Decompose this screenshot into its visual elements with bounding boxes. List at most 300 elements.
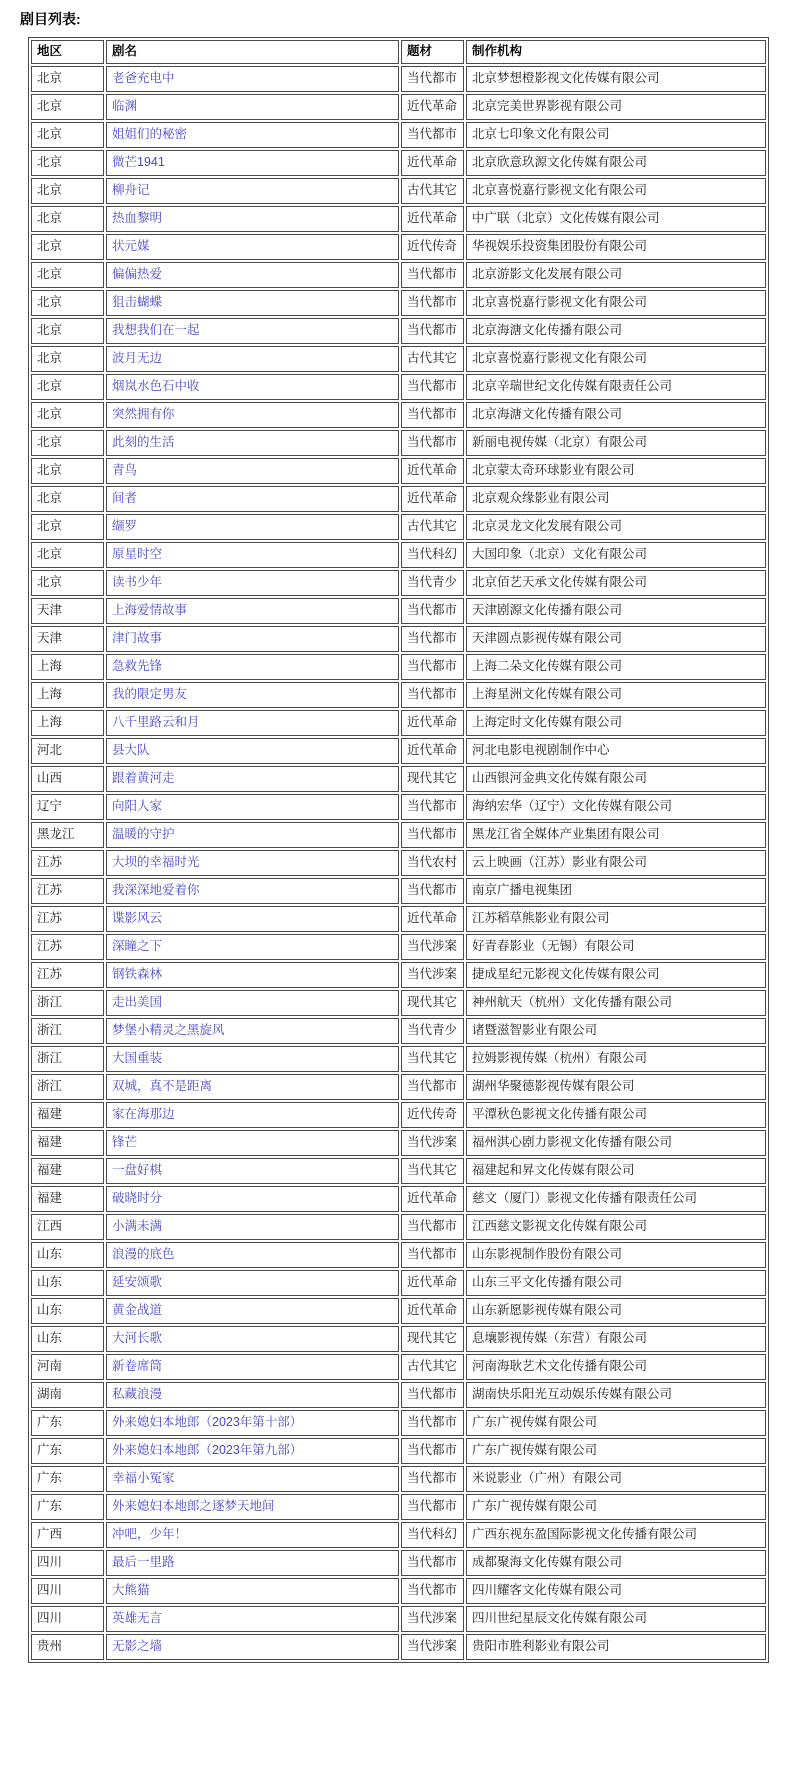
drama-title-link[interactable]: 柳舟记 (112, 183, 150, 198)
table-row (31, 430, 766, 456)
title-cell (106, 1606, 399, 1632)
genre-cell: 当代涉案 (401, 1130, 464, 1156)
drama-title-link[interactable]: 向阳人家 (112, 799, 163, 814)
genre-cell: 当代科幻 (401, 1522, 464, 1548)
title-cell (106, 766, 399, 792)
region-cell: 河北 (31, 738, 104, 764)
title-cell (106, 1494, 399, 1520)
table-row (31, 1158, 766, 1184)
producer-cell: 广东广视传媒有限公司 (466, 1494, 766, 1520)
drama-title-link[interactable]: 偏偏热爱 (112, 267, 163, 282)
region-cell: 江苏 (31, 850, 104, 876)
producer-cell: 四川世纪星辰文化传媒有限公司 (466, 1606, 766, 1632)
producer-cell: 上海二朵文化传媒有限公司 (466, 654, 766, 680)
producer-cell: 广西东视东盈国际影视文化传播有限公司 (466, 1522, 766, 1548)
genre-cell: 近代革命 (401, 906, 464, 932)
region-cell: 天津 (31, 626, 104, 652)
region-cell: 北京 (31, 122, 104, 148)
title-cell (106, 878, 399, 904)
region-cell: 北京 (31, 234, 104, 260)
region-cell: 北京 (31, 94, 104, 120)
column-header-region: 地区 (31, 40, 104, 64)
producer-cell: 好青春影业（无锡）有限公司 (466, 934, 766, 960)
region-cell: 福建 (31, 1130, 104, 1156)
table-row (31, 486, 766, 512)
region-cell: 江苏 (31, 962, 104, 988)
table-header (31, 40, 766, 64)
title-cell (106, 1522, 399, 1548)
drama-title-link[interactable]: 私藏浪漫 (112, 1387, 163, 1402)
table-row (31, 374, 766, 400)
drama-title-link[interactable]: 大熊猫 (112, 1583, 150, 1598)
producer-cell: 湖州华聚德影视传媒有限公司 (466, 1074, 766, 1100)
column-header-genre: 题材 (401, 40, 464, 64)
title-cell (106, 1186, 399, 1212)
title-cell (106, 1438, 399, 1464)
producer-cell: 山东三平文化传播有限公司 (466, 1270, 766, 1296)
genre-cell: 当代都市 (401, 1214, 464, 1240)
producer-cell: 北京欣意玖源文化传媒有限公司 (466, 150, 766, 176)
genre-cell: 当代都市 (401, 262, 464, 288)
region-cell: 北京 (31, 486, 104, 512)
drama-table (28, 37, 769, 1663)
title-cell (106, 850, 399, 876)
region-cell: 江苏 (31, 934, 104, 960)
title-cell (106, 1326, 399, 1352)
genre-cell: 近代革命 (401, 458, 464, 484)
title-cell (106, 66, 399, 92)
drama-title-link[interactable]: 外来媳妇本地郎之逐梦天地间 (112, 1499, 275, 1514)
genre-cell: 当代都市 (401, 1242, 464, 1268)
producer-cell: 北京海溏文化传播有限公司 (466, 402, 766, 428)
genre-cell: 近代革命 (401, 710, 464, 736)
drama-title-link[interactable]: 黄金战道 (112, 1303, 163, 1318)
title-cell (106, 1242, 399, 1268)
drama-title-link[interactable]: 幸福小冤家 (112, 1471, 175, 1486)
genre-cell: 当代农村 (401, 850, 464, 876)
title-cell (106, 458, 399, 484)
genre-cell: 古代其它 (401, 346, 464, 372)
drama-title-link[interactable]: 原星时空 (112, 547, 163, 562)
drama-title-link[interactable]: 深瞳之下 (112, 939, 163, 954)
region-cell: 北京 (31, 262, 104, 288)
producer-cell: 福建起和昇文化传媒有限公司 (466, 1158, 766, 1184)
drama-title-link[interactable]: 跟着黄河走 (112, 771, 175, 786)
genre-cell: 古代其它 (401, 514, 464, 540)
producer-cell: 海纳宏华（辽宁）文化传媒有限公司 (466, 794, 766, 820)
region-cell: 北京 (31, 570, 104, 596)
region-cell: 江苏 (31, 906, 104, 932)
region-cell: 山西 (31, 766, 104, 792)
genre-cell: 当代都市 (401, 1578, 464, 1604)
title-cell (106, 962, 399, 988)
title-cell (106, 794, 399, 820)
table-row (31, 766, 766, 792)
producer-cell: 上海星洲文化传媒有限公司 (466, 682, 766, 708)
producer-cell: 福州淇心剧力影视文化传播有限公司 (466, 1130, 766, 1156)
producer-cell: 河北电影电视剧制作中心 (466, 738, 766, 764)
drama-title-link[interactable]: 青鸟 (112, 463, 138, 478)
producer-cell: 捷成星纪元影视文化传媒有限公司 (466, 962, 766, 988)
table-row (31, 738, 766, 764)
drama-title-link[interactable]: 上海爱情故事 (112, 603, 188, 618)
page-title: 剧目列表: (20, 11, 81, 27)
genre-cell: 近代革命 (401, 1298, 464, 1324)
table-row (31, 878, 766, 904)
region-cell: 福建 (31, 1102, 104, 1128)
region-cell: 广东 (31, 1494, 104, 1520)
producer-cell: 黑龙江省全媒体产业集团有限公司 (466, 822, 766, 848)
table-row (31, 1634, 766, 1660)
genre-cell: 当代都市 (401, 122, 464, 148)
region-cell: 浙江 (31, 1046, 104, 1072)
title-cell (106, 822, 399, 848)
drama-title-link[interactable]: 微芒1941 (112, 155, 165, 170)
table-row (31, 1550, 766, 1576)
title-cell (106, 178, 399, 204)
region-cell: 北京 (31, 402, 104, 428)
producer-cell: 北京海溏文化传播有限公司 (466, 318, 766, 344)
region-cell: 山东 (31, 1242, 104, 1268)
title-cell (106, 1046, 399, 1072)
region-cell: 江苏 (31, 878, 104, 904)
region-cell: 四川 (31, 1606, 104, 1632)
region-cell: 浙江 (31, 1018, 104, 1044)
producer-cell: 山东影视制作股份有限公司 (466, 1242, 766, 1268)
title-cell (106, 710, 399, 736)
region-cell: 四川 (31, 1578, 104, 1604)
table-row (31, 794, 766, 820)
table-row (31, 598, 766, 624)
producer-cell: 贵阳市胜利影业有限公司 (466, 1634, 766, 1660)
table-row (31, 346, 766, 372)
title-cell (106, 1634, 399, 1660)
table-row (31, 1130, 766, 1156)
drama-title-link[interactable]: 延安颂歌 (112, 1275, 163, 1290)
genre-cell: 当代青少 (401, 1018, 464, 1044)
region-cell: 上海 (31, 654, 104, 680)
drama-title-link[interactable]: 八千里路云和月 (112, 715, 200, 730)
producer-cell: 北京七印象文化有限公司 (466, 122, 766, 148)
table-row (31, 990, 766, 1016)
genre-cell: 当代都市 (401, 598, 464, 624)
table-row (31, 318, 766, 344)
title-cell (106, 626, 399, 652)
drama-title-link[interactable]: 急救先锋 (112, 659, 163, 674)
table-row (31, 1326, 766, 1352)
drama-title-link[interactable]: 冲吧，少年！ (112, 1527, 188, 1542)
table-row (31, 122, 766, 148)
genre-cell: 当代都市 (401, 1410, 464, 1436)
region-cell: 江西 (31, 1214, 104, 1240)
title-cell (106, 150, 399, 176)
table-row (31, 1606, 766, 1632)
table-row (31, 682, 766, 708)
title-cell (106, 990, 399, 1016)
table-row (31, 206, 766, 232)
drama-title-link[interactable]: 状元媒 (112, 239, 150, 254)
title-cell (106, 1214, 399, 1240)
region-cell: 山东 (31, 1326, 104, 1352)
region-cell: 北京 (31, 374, 104, 400)
producer-cell: 神州航天（杭州）文化传播有限公司 (466, 990, 766, 1016)
drama-title-link[interactable]: 缬罗 (112, 519, 138, 534)
table-row (31, 1046, 766, 1072)
region-cell: 浙江 (31, 1074, 104, 1100)
title-cell (106, 1466, 399, 1492)
table-row (31, 1466, 766, 1492)
producer-cell: 江苏稻草熊影业有限公司 (466, 906, 766, 932)
genre-cell: 当代都市 (401, 430, 464, 456)
table-row (31, 262, 766, 288)
title-cell (106, 654, 399, 680)
producer-cell: 华视娱乐投资集团股份有限公司 (466, 234, 766, 260)
table-row (31, 1074, 766, 1100)
title-cell (106, 1382, 399, 1408)
region-cell: 上海 (31, 682, 104, 708)
drama-title-link[interactable]: 钢铁森林 (112, 967, 163, 982)
title-cell (106, 682, 399, 708)
title-cell (106, 1298, 399, 1324)
genre-cell: 当代都市 (401, 878, 464, 904)
drama-title-link[interactable]: 县大队 (112, 743, 150, 758)
table-row (31, 1242, 766, 1268)
producer-cell: 南京广播电视集团 (466, 878, 766, 904)
drama-title-link[interactable]: 破晓时分 (112, 1191, 163, 1206)
drama-title-link[interactable]: 大河长歌 (112, 1331, 163, 1346)
producer-cell: 成都聚海文化传媒有限公司 (466, 1550, 766, 1576)
producer-cell: 江西慈文影视文化传媒有限公司 (466, 1214, 766, 1240)
drama-title-link[interactable]: 谍影风云 (112, 911, 163, 926)
title-cell (106, 1074, 399, 1100)
genre-cell: 当代青少 (401, 570, 464, 596)
genre-cell: 当代涉案 (401, 934, 464, 960)
genre-cell: 当代科幻 (401, 542, 464, 568)
drama-title-link[interactable]: 无影之墙 (112, 1639, 163, 1654)
table-row (31, 290, 766, 316)
producer-cell: 北京蒙太奇环球影业有限公司 (466, 458, 766, 484)
region-cell: 北京 (31, 318, 104, 344)
genre-cell: 当代都市 (401, 402, 464, 428)
producer-cell: 云上映画（江苏）影业有限公司 (466, 850, 766, 876)
title-cell (106, 402, 399, 428)
drama-title-link[interactable]: 小满未满 (112, 1219, 163, 1234)
title-cell (106, 570, 399, 596)
drama-title-link[interactable]: 突然拥有你 (112, 407, 175, 422)
producer-cell: 息壤影视传媒（东营）有限公司 (466, 1326, 766, 1352)
drama-title-link[interactable]: 外来媳妇本地郎（2023年第十部） (112, 1415, 303, 1430)
drama-title-link[interactable]: 此刻的生活 (112, 435, 175, 450)
title-cell (106, 318, 399, 344)
title-cell (106, 906, 399, 932)
table-row (31, 458, 766, 484)
producer-cell: 北京灵龙文化发展有限公司 (466, 514, 766, 540)
region-cell: 广东 (31, 1438, 104, 1464)
producer-cell: 米说影业（广州）有限公司 (466, 1466, 766, 1492)
title-cell (106, 346, 399, 372)
drama-title-link[interactable]: 老爸充电中 (112, 71, 175, 86)
region-cell: 四川 (31, 1550, 104, 1576)
genre-cell: 近代革命 (401, 1186, 464, 1212)
drama-title-link[interactable]: 一盘好棋 (112, 1163, 163, 1178)
table-row (31, 1382, 766, 1408)
drama-title-link[interactable]: 大坝的幸福时光 (112, 855, 200, 870)
drama-title-link[interactable]: 双城，真不是距离 (112, 1079, 213, 1094)
region-cell: 山东 (31, 1270, 104, 1296)
producer-cell: 天津圆点影视传媒有限公司 (466, 626, 766, 652)
title-cell (106, 1018, 399, 1044)
producer-cell: 大国印象（北京）文化有限公司 (466, 542, 766, 568)
region-cell: 广西 (31, 1522, 104, 1548)
table-body (31, 66, 766, 1660)
region-cell: 北京 (31, 346, 104, 372)
region-cell: 山东 (31, 1298, 104, 1324)
table-row (31, 934, 766, 960)
title-cell (106, 1410, 399, 1436)
column-header-title: 剧名 (106, 40, 399, 64)
drama-title-link[interactable]: 临渊 (112, 99, 138, 114)
title-cell (106, 122, 399, 148)
title-cell (106, 1354, 399, 1380)
drama-title-link[interactable]: 温暖的守护 (112, 827, 175, 842)
table-row (31, 1186, 766, 1212)
title-cell (106, 234, 399, 260)
table-row (31, 66, 766, 92)
drama-title-link[interactable]: 外来媳妇本地郎（2023年第九部） (112, 1443, 303, 1458)
table-row (31, 542, 766, 568)
drama-title-link[interactable]: 锋芒 (112, 1135, 138, 1150)
region-cell: 福建 (31, 1158, 104, 1184)
table-row (31, 654, 766, 680)
genre-cell: 当代都市 (401, 1494, 464, 1520)
genre-cell: 当代都市 (401, 626, 464, 652)
producer-cell: 广东广视传媒有限公司 (466, 1410, 766, 1436)
region-cell: 上海 (31, 710, 104, 736)
genre-cell: 近代革命 (401, 1270, 464, 1296)
table-row (31, 1578, 766, 1604)
region-cell: 北京 (31, 458, 104, 484)
producer-cell: 北京梦想橙影视文化传媒有限公司 (466, 66, 766, 92)
title-cell (106, 262, 399, 288)
producer-cell: 河南海耿艺术文化传播有限公司 (466, 1354, 766, 1380)
genre-cell: 当代都市 (401, 1438, 464, 1464)
drama-title-link[interactable]: 姐姐们的秘密 (112, 127, 188, 142)
drama-title-link[interactable]: 间者 (112, 491, 138, 506)
drama-title-link[interactable]: 热血黎明 (112, 211, 163, 226)
genre-cell: 当代都市 (401, 682, 464, 708)
title-cell (106, 374, 399, 400)
genre-cell: 近代传奇 (401, 1102, 464, 1128)
drama-title-link[interactable]: 读书少年 (112, 575, 163, 590)
table-row (31, 962, 766, 988)
drama-title-link[interactable]: 新卷席筒 (112, 1359, 163, 1374)
drama-title-link[interactable]: 津门故事 (112, 631, 163, 646)
table-row (31, 1298, 766, 1324)
drama-title-link[interactable]: 我想我们在一起 (112, 323, 200, 338)
title-cell (106, 290, 399, 316)
producer-cell: 新丽电视传媒（北京）有限公司 (466, 430, 766, 456)
table-row (31, 850, 766, 876)
genre-cell: 当代都市 (401, 1550, 464, 1576)
drama-title-link[interactable]: 家在海那边 (112, 1107, 175, 1122)
region-cell: 北京 (31, 430, 104, 456)
title-cell (106, 1270, 399, 1296)
drama-title-link[interactable]: 英雄无言 (112, 1611, 163, 1626)
drama-title-link[interactable]: 波月无边 (112, 351, 163, 366)
genre-cell: 当代都市 (401, 1382, 464, 1408)
genre-cell: 当代都市 (401, 66, 464, 92)
title-cell (106, 94, 399, 120)
table-row (31, 94, 766, 120)
table-row (31, 1214, 766, 1240)
drama-title-link[interactable]: 走出美国 (112, 995, 163, 1010)
title-cell (106, 598, 399, 624)
table-row (31, 150, 766, 176)
genre-cell: 现代其它 (401, 990, 464, 1016)
producer-cell: 中广联（北京）文化传媒有限公司 (466, 206, 766, 232)
region-cell: 天津 (31, 598, 104, 624)
title-cell (106, 486, 399, 512)
region-cell: 黑龙江 (31, 822, 104, 848)
drama-title-link[interactable]: 我的限定男友 (112, 687, 188, 702)
producer-cell: 北京完美世界影视有限公司 (466, 94, 766, 120)
drama-title-link[interactable]: 我深深地爱着你 (112, 883, 200, 898)
table-row (31, 1494, 766, 1520)
table-row (31, 626, 766, 652)
table-row (31, 402, 766, 428)
drama-title-link[interactable]: 梦堡小精灵之黑旋风 (112, 1023, 225, 1038)
region-cell: 北京 (31, 206, 104, 232)
region-cell: 北京 (31, 542, 104, 568)
genre-cell: 近代革命 (401, 150, 464, 176)
producer-cell: 广东广视传媒有限公司 (466, 1438, 766, 1464)
title-cell (106, 934, 399, 960)
genre-cell: 近代革命 (401, 206, 464, 232)
region-cell: 浙江 (31, 990, 104, 1016)
title-cell (106, 1578, 399, 1604)
genre-cell: 当代都市 (401, 1074, 464, 1100)
table-row (31, 710, 766, 736)
genre-cell: 近代革命 (401, 486, 464, 512)
table-row (31, 234, 766, 260)
genre-cell: 当代都市 (401, 794, 464, 820)
genre-cell: 当代都市 (401, 822, 464, 848)
drama-title-link[interactable]: 大国重装 (112, 1051, 163, 1066)
drama-title-link[interactable]: 狙击蝴蝶 (112, 295, 163, 310)
producer-cell: 北京喜悦嘉行影视文化有限公司 (466, 346, 766, 372)
drama-title-link[interactable]: 最后一里路 (112, 1555, 175, 1570)
region-cell: 湖南 (31, 1382, 104, 1408)
title-cell (106, 738, 399, 764)
title-cell (106, 430, 399, 456)
producer-cell: 北京喜悦嘉行影视文化有限公司 (466, 178, 766, 204)
drama-title-link[interactable]: 浪漫的底色 (112, 1247, 175, 1262)
producer-cell: 拉姆影视传媒（杭州）有限公司 (466, 1046, 766, 1072)
title-cell (106, 542, 399, 568)
producer-cell: 北京辛瑞世纪文化传媒有限责任公司 (466, 374, 766, 400)
genre-cell: 近代革命 (401, 94, 464, 120)
table-row (31, 1438, 766, 1464)
genre-cell: 近代传奇 (401, 234, 464, 260)
table-row (31, 1102, 766, 1128)
region-cell: 河南 (31, 1354, 104, 1380)
table-row (31, 1018, 766, 1044)
title-cell (106, 1550, 399, 1576)
drama-title-link[interactable]: 烟岚水色石中收 (112, 379, 200, 394)
column-header-producer: 制作机构 (466, 40, 766, 64)
table-row (31, 570, 766, 596)
table-row (31, 1522, 766, 1548)
